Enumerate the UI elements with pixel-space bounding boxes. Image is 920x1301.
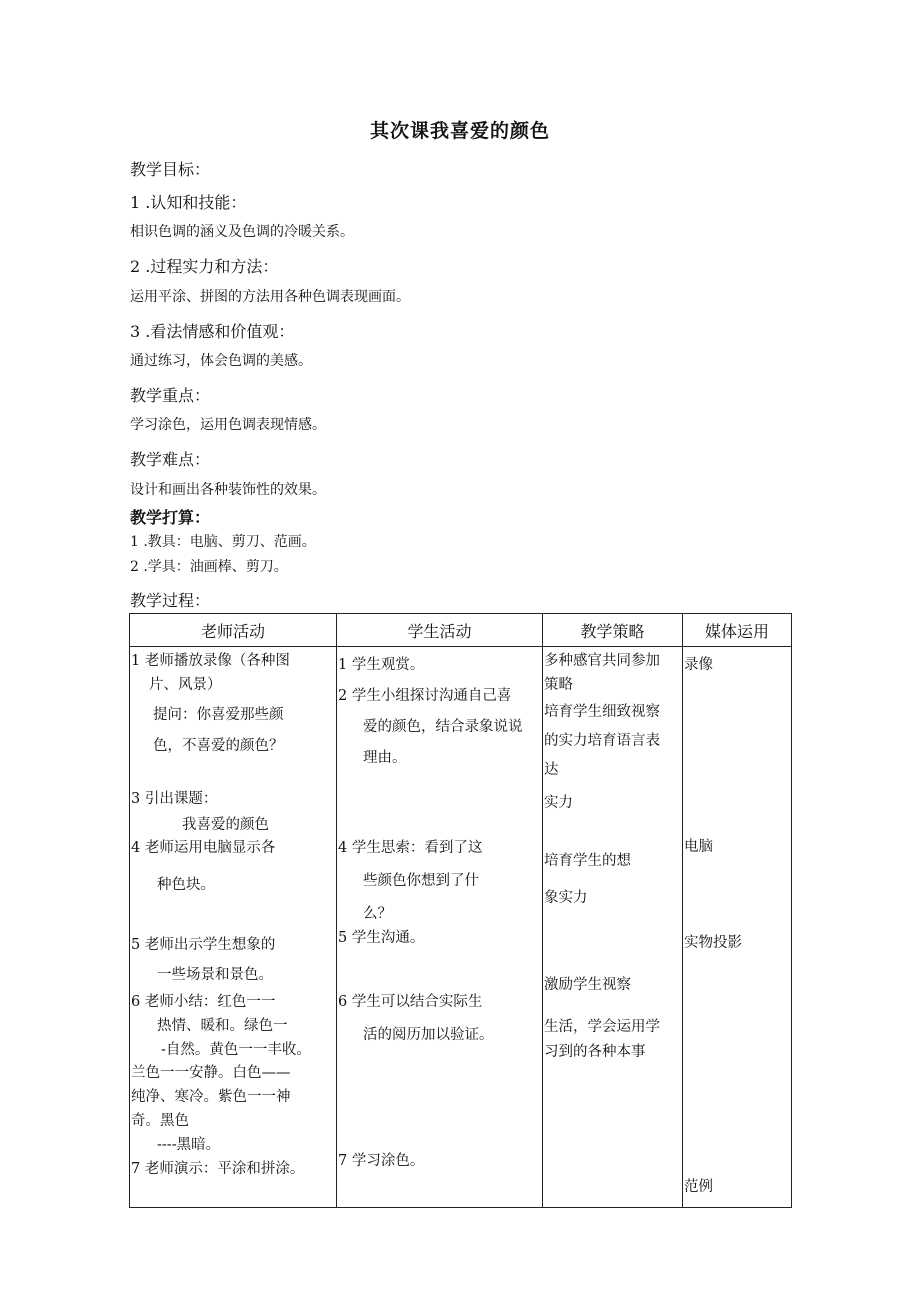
teacher-line: 3 引出课题： bbox=[131, 791, 218, 807]
teacher-line: -自然。黄色一一丰收。 bbox=[161, 1042, 311, 1058]
strategy-line: 达 bbox=[544, 762, 559, 778]
column-header-media: 媒体运用 bbox=[683, 614, 792, 647]
strategy-line: 习到的各种本事 bbox=[544, 1044, 646, 1060]
teacher-line: 热情、暖和。绿色一 bbox=[157, 1018, 288, 1034]
objective-2-text: 运用平涂、拼图的方法用各种色调表现画面。 bbox=[130, 289, 410, 305]
student-line: 2 学生小组探讨沟通自己喜 bbox=[338, 688, 512, 704]
page-title: 其次课我喜爱的颜色 bbox=[369, 120, 550, 142]
objectives-heading: 教学目标： bbox=[130, 160, 211, 179]
student-line: 爱的颜色，结合录象说说 bbox=[363, 719, 523, 735]
table-header-row bbox=[130, 614, 792, 647]
student-line: 5 学生沟通。 bbox=[338, 930, 425, 946]
column-header-strategy: 教学策略 bbox=[543, 614, 683, 647]
teacher-line: 一些场景和景色。 bbox=[157, 967, 273, 983]
teacher-line: ----黑暗。 bbox=[157, 1137, 221, 1153]
student-line: 7 学习涂色。 bbox=[338, 1153, 425, 1169]
strategy-line: 培育学生细致视察 bbox=[544, 704, 660, 720]
strategy-line: 策略 bbox=[544, 677, 573, 693]
teacher-line: 6 老师小结：红色一一 bbox=[131, 994, 276, 1010]
table-row bbox=[130, 647, 792, 1208]
strategy-line: 象实力 bbox=[544, 890, 588, 906]
student-line: 1 学生观赏。 bbox=[338, 657, 425, 673]
strategy-line: 生活，学会运用学 bbox=[544, 1019, 660, 1035]
media-line: 范例 bbox=[684, 1179, 713, 1195]
objective-2-label: 2 .过程实力和方法： bbox=[130, 257, 279, 276]
media-line: 实物投影 bbox=[684, 935, 742, 951]
teacher-line: 兰色一一安静。白色—— bbox=[131, 1065, 291, 1081]
difficulties-text: 设计和画出各种装饰性的效果。 bbox=[130, 482, 326, 498]
teacher-line: 片、风景） bbox=[149, 677, 222, 693]
strategy-line: 实力 bbox=[544, 795, 573, 811]
teacher-line: 7 老师演示：平涂和拼涂。 bbox=[131, 1161, 305, 1177]
student-line: 活的阅历加以验证。 bbox=[363, 1027, 494, 1043]
process-table bbox=[129, 613, 792, 1208]
preparation-heading: 教学打算： bbox=[130, 508, 211, 527]
teacher-activity-cell bbox=[130, 647, 337, 1208]
teacher-line: 我喜爱的颜色 bbox=[182, 817, 269, 833]
strategy-line: 的实力培育语言表 bbox=[544, 733, 660, 749]
teacher-line: 5 老师出示学生想象的 bbox=[131, 937, 276, 953]
teacher-line: 种色块。 bbox=[157, 877, 215, 893]
student-activity-cell bbox=[337, 647, 543, 1208]
media-line: 电脑 bbox=[684, 839, 713, 855]
teacher-line: 奇。黑色 bbox=[131, 1113, 189, 1129]
strategy-line: 激励学生视察 bbox=[544, 977, 631, 993]
objective-3-label: 3 .看法情感和价值观： bbox=[130, 322, 295, 341]
teacher-line: 提问：你喜爱那些颜 bbox=[153, 707, 284, 723]
teacher-line: 1 老师播放录像（各种图 bbox=[131, 653, 290, 669]
teacher-line: 色，不喜爱的颜色？ bbox=[153, 738, 284, 754]
student-line: 理由。 bbox=[363, 750, 407, 766]
teacher-line: 4 老师运用电脑显示各 bbox=[131, 840, 276, 856]
column-header-teacher: 老师活动 bbox=[130, 614, 337, 647]
difficulties-heading: 教学难点： bbox=[130, 450, 211, 469]
key-points-text: 学习涂色，运用色调表现情感。 bbox=[130, 417, 326, 433]
student-line: 6 学生可以结合实际生 bbox=[338, 994, 483, 1010]
student-line: 4 学生思索：看到了这 bbox=[338, 840, 483, 856]
process-heading: 教学过程： bbox=[130, 591, 211, 610]
strategy-cell bbox=[543, 647, 683, 1208]
preparation-item-2: 2 .学具：油画棒、剪刀。 bbox=[130, 559, 288, 575]
key-points-heading: 教学重点： bbox=[130, 386, 211, 405]
student-line: 些颜色你想到了什 bbox=[363, 873, 479, 889]
media-line: 录像 bbox=[684, 657, 713, 673]
strategy-line: 多种感官共同参加 bbox=[544, 653, 660, 669]
preparation-item-1: 1 .教具：电脑、剪刀、范画。 bbox=[130, 534, 316, 550]
objective-3-text: 通过练习，体会色调的美感。 bbox=[130, 353, 312, 369]
objective-1-label: 1 .认知和技能： bbox=[130, 193, 247, 212]
strategy-line: 培育学生的想 bbox=[544, 853, 631, 869]
column-header-student: 学生活动 bbox=[337, 614, 543, 647]
student-line: 么？ bbox=[363, 906, 392, 922]
media-cell bbox=[683, 647, 792, 1208]
teacher-line: 纯净、寒冷。紫色一一神 bbox=[131, 1089, 291, 1105]
objective-1-text: 相识色调的涵义及色调的冷暖关系。 bbox=[130, 224, 354, 240]
